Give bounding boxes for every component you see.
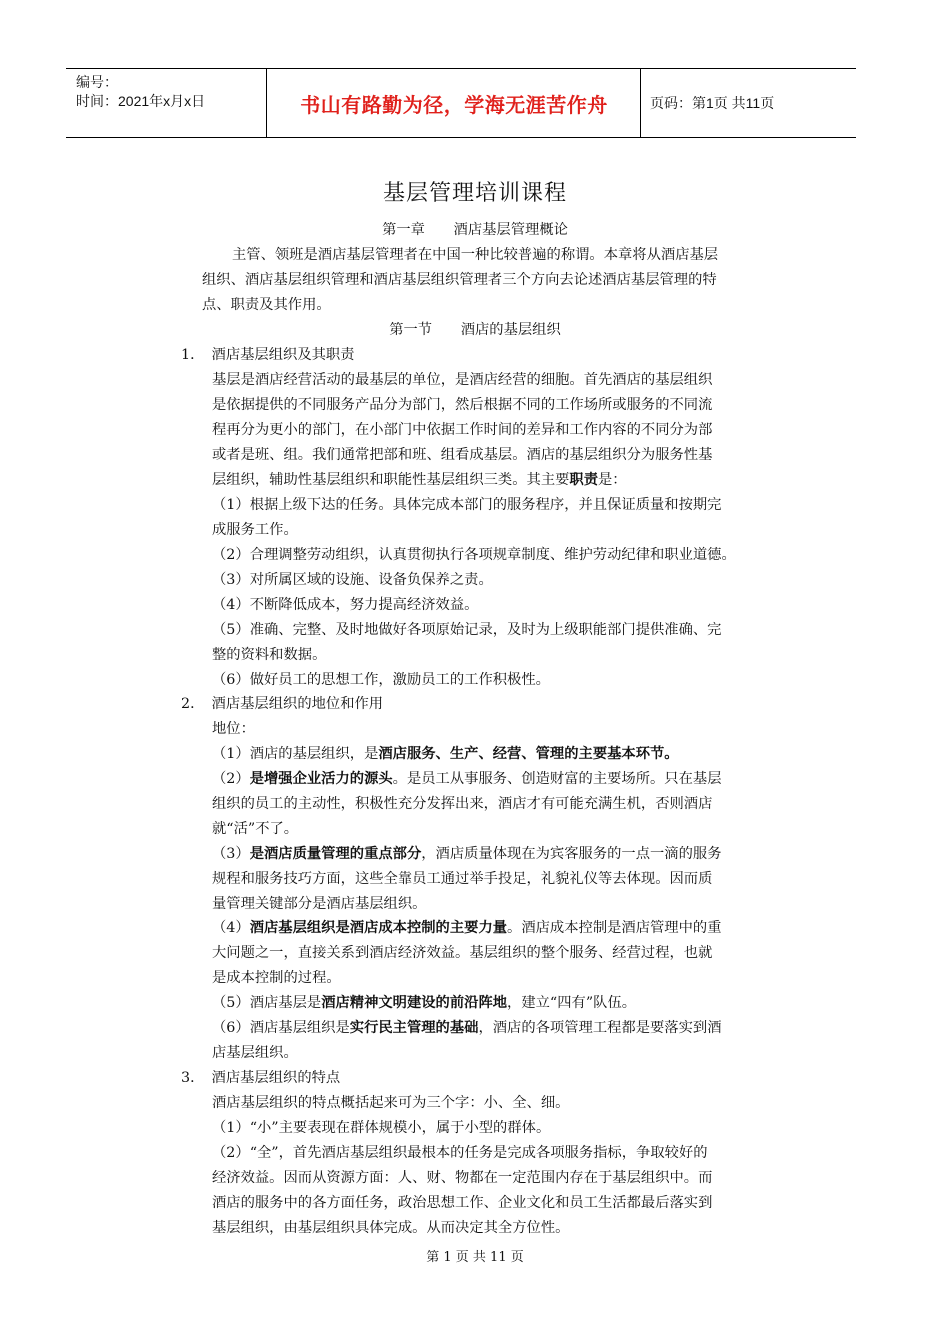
paragraph-line: 就“活”不了。: [212, 821, 299, 837]
text-run: （2）: [212, 771, 250, 787]
list-item: [212, 769, 722, 789]
paragraph-line: 是依据提供的不同服务产品分为部门，然后根据不同的工作场所或服务的不同流: [212, 397, 713, 413]
header-meta: [76, 73, 205, 111]
paragraph-line: 整的资料和数据。: [212, 647, 327, 663]
bold-text-run: 职责: [569, 472, 599, 488]
header-motto: 书山有路勤为径，学海无涯苦作舟: [300, 92, 608, 117]
list-item: （5）准确、完整、及时地做好各项原始记录，及时为上级职能部门提供准确、完: [212, 622, 722, 638]
paragraph-line: 成服务工作。: [212, 522, 298, 538]
paragraph-line: 大问题之一，直接关系到酒店经济效益。基层组织的整个服务、经营过程，也就: [212, 945, 713, 961]
list-heading: 2． 酒店基层组织的地位和作用: [181, 696, 384, 712]
doc-title: 基层管理培训课程: [382, 181, 567, 206]
text-run: 是：: [598, 472, 627, 488]
bold-text-run: 实行民主管理的基础: [349, 1020, 479, 1036]
list-item: [212, 993, 636, 1013]
bold-text-run: 是增强企业活力的源头: [249, 771, 393, 787]
list-item: [212, 1018, 722, 1038]
paragraph-line: 是成本控制的过程。: [212, 970, 341, 986]
text-run: （1）酒店的基层组织，是: [212, 746, 379, 762]
text-run: ，酒店质量体现在为宾客服务的一点一滴的服务: [421, 846, 722, 862]
header-divider: [266, 69, 267, 137]
list-heading: 3． 酒店基层组织的特点: [181, 1070, 341, 1086]
text-run: ，建立“四有”队伍。: [507, 995, 637, 1011]
chapter-heading: 第一章 酒店基层管理概论: [382, 222, 568, 238]
section-heading: 第一节 酒店的基层组织: [389, 322, 561, 338]
text-run: （4）: [212, 920, 250, 936]
list-item: （1）“小”主要表现在群体规模小，属于小型的群体。: [212, 1120, 551, 1136]
paragraph-line: 酒店的服务中的各方面任务，政治思想工作、企业文化和员工生活都最后落实到: [212, 1195, 713, 1211]
bold-text-run: 酒店服务、生产、经营、管理的主要基本环节。: [378, 746, 679, 762]
list-item: [212, 844, 722, 864]
bold-text-run: 是酒店质量管理的重点部分: [249, 846, 422, 862]
paragraph-line: 基层组织，由基层组织具体完成。从而决定其全方位性。: [212, 1220, 570, 1236]
paragraph-line: 基层是酒店经营活动的最基层的单位，是酒店经营的细胞。首先酒店的基层组织: [212, 372, 713, 388]
paragraph-line: 点、职责及其作用。: [202, 297, 331, 313]
list-item: [212, 918, 722, 938]
paragraph-line: 或者是班、组。我们通常把部和班、组看成基层。酒店的基层组织分为服务性基: [212, 447, 713, 463]
text-run: （3）: [212, 846, 250, 862]
paragraph-line: 规程和服务技巧方面，这些全靠员工通过举手投足，礼貌礼仪等去体现。因而质: [212, 871, 713, 887]
text-run: ，酒店的各项管理工程都是要落实到酒: [478, 1020, 722, 1036]
list-item: （2）合理调整劳动组织，认真贯彻执行各项规章制度、维护劳动纪律和职业道德。: [212, 547, 736, 563]
list-item: （1）根据上级下达的任务。具体完成本部门的服务程序，并且保证质量和按期完: [212, 497, 722, 513]
text-run: 层组织，辅助性基层组织和职能性基层组织三类。其主要: [212, 472, 570, 488]
paragraph-line: 组织、酒店基层组织管理和酒店基层组织管理者三个方向去论述酒店基层管理的特: [202, 272, 717, 288]
text-run: 。酒店成本控制是酒店管理中的重: [507, 920, 722, 936]
text-run: 。是员工从事服务、创造财富的主要场所。只在基层: [392, 771, 722, 787]
time-label: 时间：2021年x月x日: [76, 93, 206, 109]
paragraph-line: 组织的员工的主动性，积极性充分发挥出来，酒店才有可能充满生机，否则酒店: [212, 796, 713, 812]
paragraph-line: 量管理关键部分是酒店基层组织。: [212, 896, 427, 912]
page-header: [66, 68, 856, 138]
paragraph-line: 店基层组织。: [212, 1045, 298, 1061]
paragraph-line: 经济效益。因而从资源方面：人、财、物都在一定范围内存在于基层组织中。而: [212, 1170, 713, 1186]
bold-text-run: 酒店精神文明建设的前沿阵地: [321, 995, 508, 1011]
list-item: [212, 744, 679, 764]
paragraph-line: [212, 470, 627, 490]
text-run: （6）酒店基层组织是: [212, 1020, 350, 1036]
header-divider: [640, 69, 641, 137]
text-run: （5）酒店基层是: [212, 995, 322, 1011]
paragraph-line: 酒店基层组织的特点概括起来可为三个字：小、全、细。: [212, 1095, 570, 1111]
list-item: （3）对所属区域的设施、设备负保养之责。: [212, 572, 493, 588]
list-item: （4）不断降低成本，努力提高经济效益。: [212, 597, 479, 613]
list-item: （2）“全”，首先酒店基层组织最根本的任务是完成各项服务指标，争取较好的: [212, 1145, 708, 1161]
paragraph-line: 地位：: [212, 721, 255, 737]
serial-label: 编号：: [76, 74, 118, 90]
header-page-label: 页码：第1页 共11页: [650, 95, 775, 111]
paragraph-line: 程再分为更小的部门，在小部门中依据工作时间的差异和工作内容的不同分为部: [212, 422, 713, 438]
paragraph-line: 主管、领班是酒店基层管理者在中国一种比较普遍的称谓。本章将从酒店基层: [232, 247, 719, 263]
list-item: （6）做好员工的思想工作，激励员工的工作积极性。: [212, 672, 550, 688]
bold-text-run: 酒店基层组织是酒店成本控制的主要力量: [249, 920, 508, 936]
list-heading: 1． 酒店基层组织及其职责: [181, 347, 355, 363]
page-footer: 第 1 页 共 11 页: [426, 1250, 524, 1265]
